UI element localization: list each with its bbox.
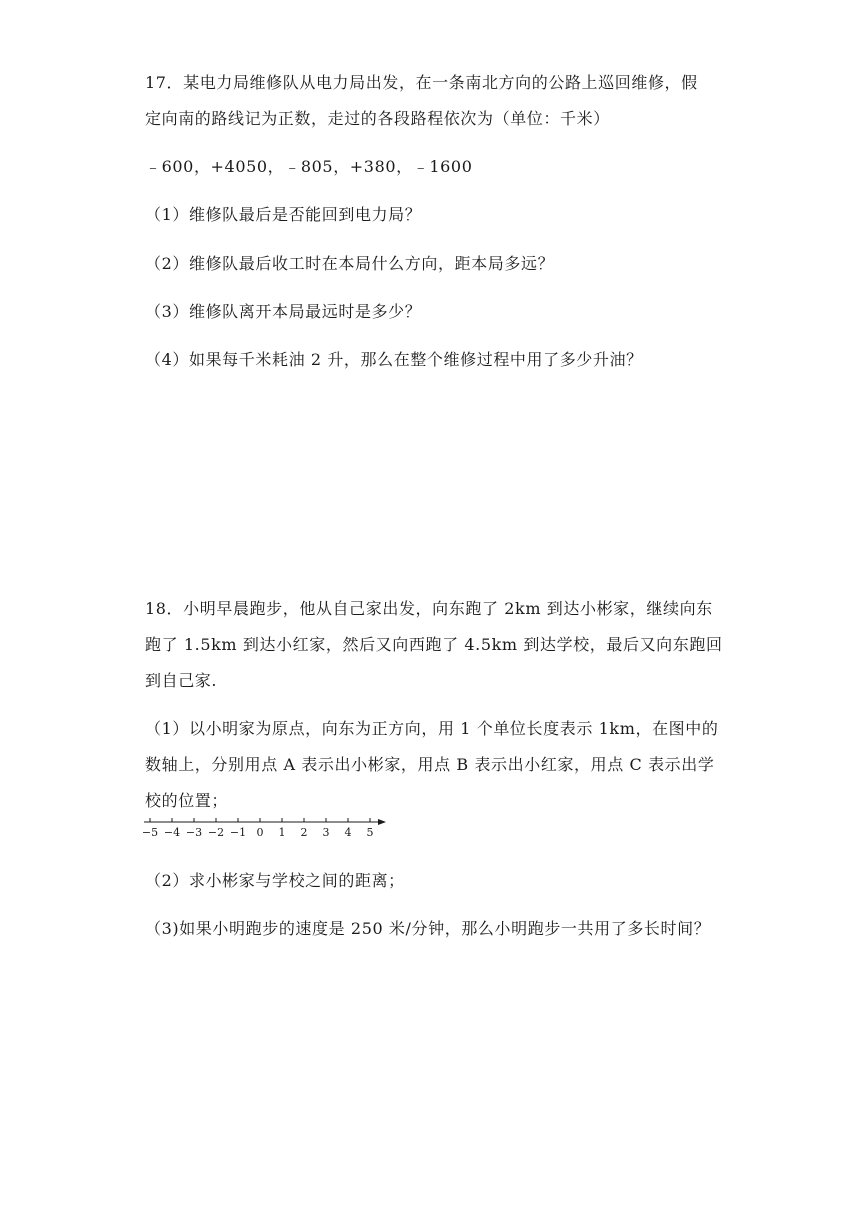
q17-sub3: （3）维修队离开本局最远时是多少？ (145, 302, 422, 321)
number-line (140, 812, 390, 842)
number-line-tick-label: 2 (300, 826, 308, 839)
q18-stem-line1: 18．小明早晨跑步，他从自己家出发，向东跑了 2km 到达小彬家，继续向东 (145, 599, 713, 618)
q18-sub3: （3)如果小明跑步的速度是 250 米/分钟，那么小明跑步一共用了多长时间？ (145, 919, 711, 938)
q18-sub2: （2）求小彬家与学校之间的距离； (145, 871, 405, 890)
q18-stem-line2: 跑了 1.5km 到达小红家，然后又向西跑了 4.5km 到达学校，最后又向东跑回 (145, 635, 723, 654)
number-line-tick-label: −4 (163, 826, 181, 839)
number-line-tick-label: 0 (256, 826, 264, 839)
q18-sub1-line3: 校的位置； (145, 791, 229, 810)
q17-stem-line1: 17．某电力局维修队从电力局出发，在一条南北方向的公路上巡回维修，假 (145, 73, 698, 92)
q17-distances: ﹣600，+4050，﹣805，+380，﹣1600 (145, 157, 473, 176)
q18-stem-line3: 到自己家. (145, 671, 218, 690)
number-line-arrow (378, 819, 386, 825)
q18-sub1-line1: （1）以小明家为原点，向东为正方向，用 1 个单位长度表示 1km，在图中的 (145, 719, 719, 738)
number-line-tick-label: −5 (141, 826, 159, 839)
number-line-tick-label: 5 (366, 826, 374, 839)
q17-sub2: （2）维修队最后收工时在本局什么方向，距本局多远？ (145, 254, 555, 273)
number-line-tick-label: −2 (207, 826, 225, 839)
q17-stem-line2: 定向南的路线记为正数，走过的各段路程依次为（单位：千米） (145, 109, 610, 128)
number-line-tick-label: 4 (344, 826, 352, 839)
number-line-tick-label: −3 (185, 826, 203, 839)
number-line-tick-label: −1 (229, 826, 247, 839)
number-line-tick-label: 1 (278, 826, 286, 839)
q18-sub1-line2: 数轴上，分别用点 A 表示出小彬家，用点 B 表示出小红家，用点 C 表示出学 (145, 755, 715, 774)
number-line-tick-label: 3 (322, 826, 330, 839)
q17-sub1: （1）维修队最后是否能回到电力局？ (145, 205, 422, 224)
q17-sub4: （4）如果每千米耗油 2 升，那么在整个维修过程中用了多少升油？ (145, 350, 643, 369)
